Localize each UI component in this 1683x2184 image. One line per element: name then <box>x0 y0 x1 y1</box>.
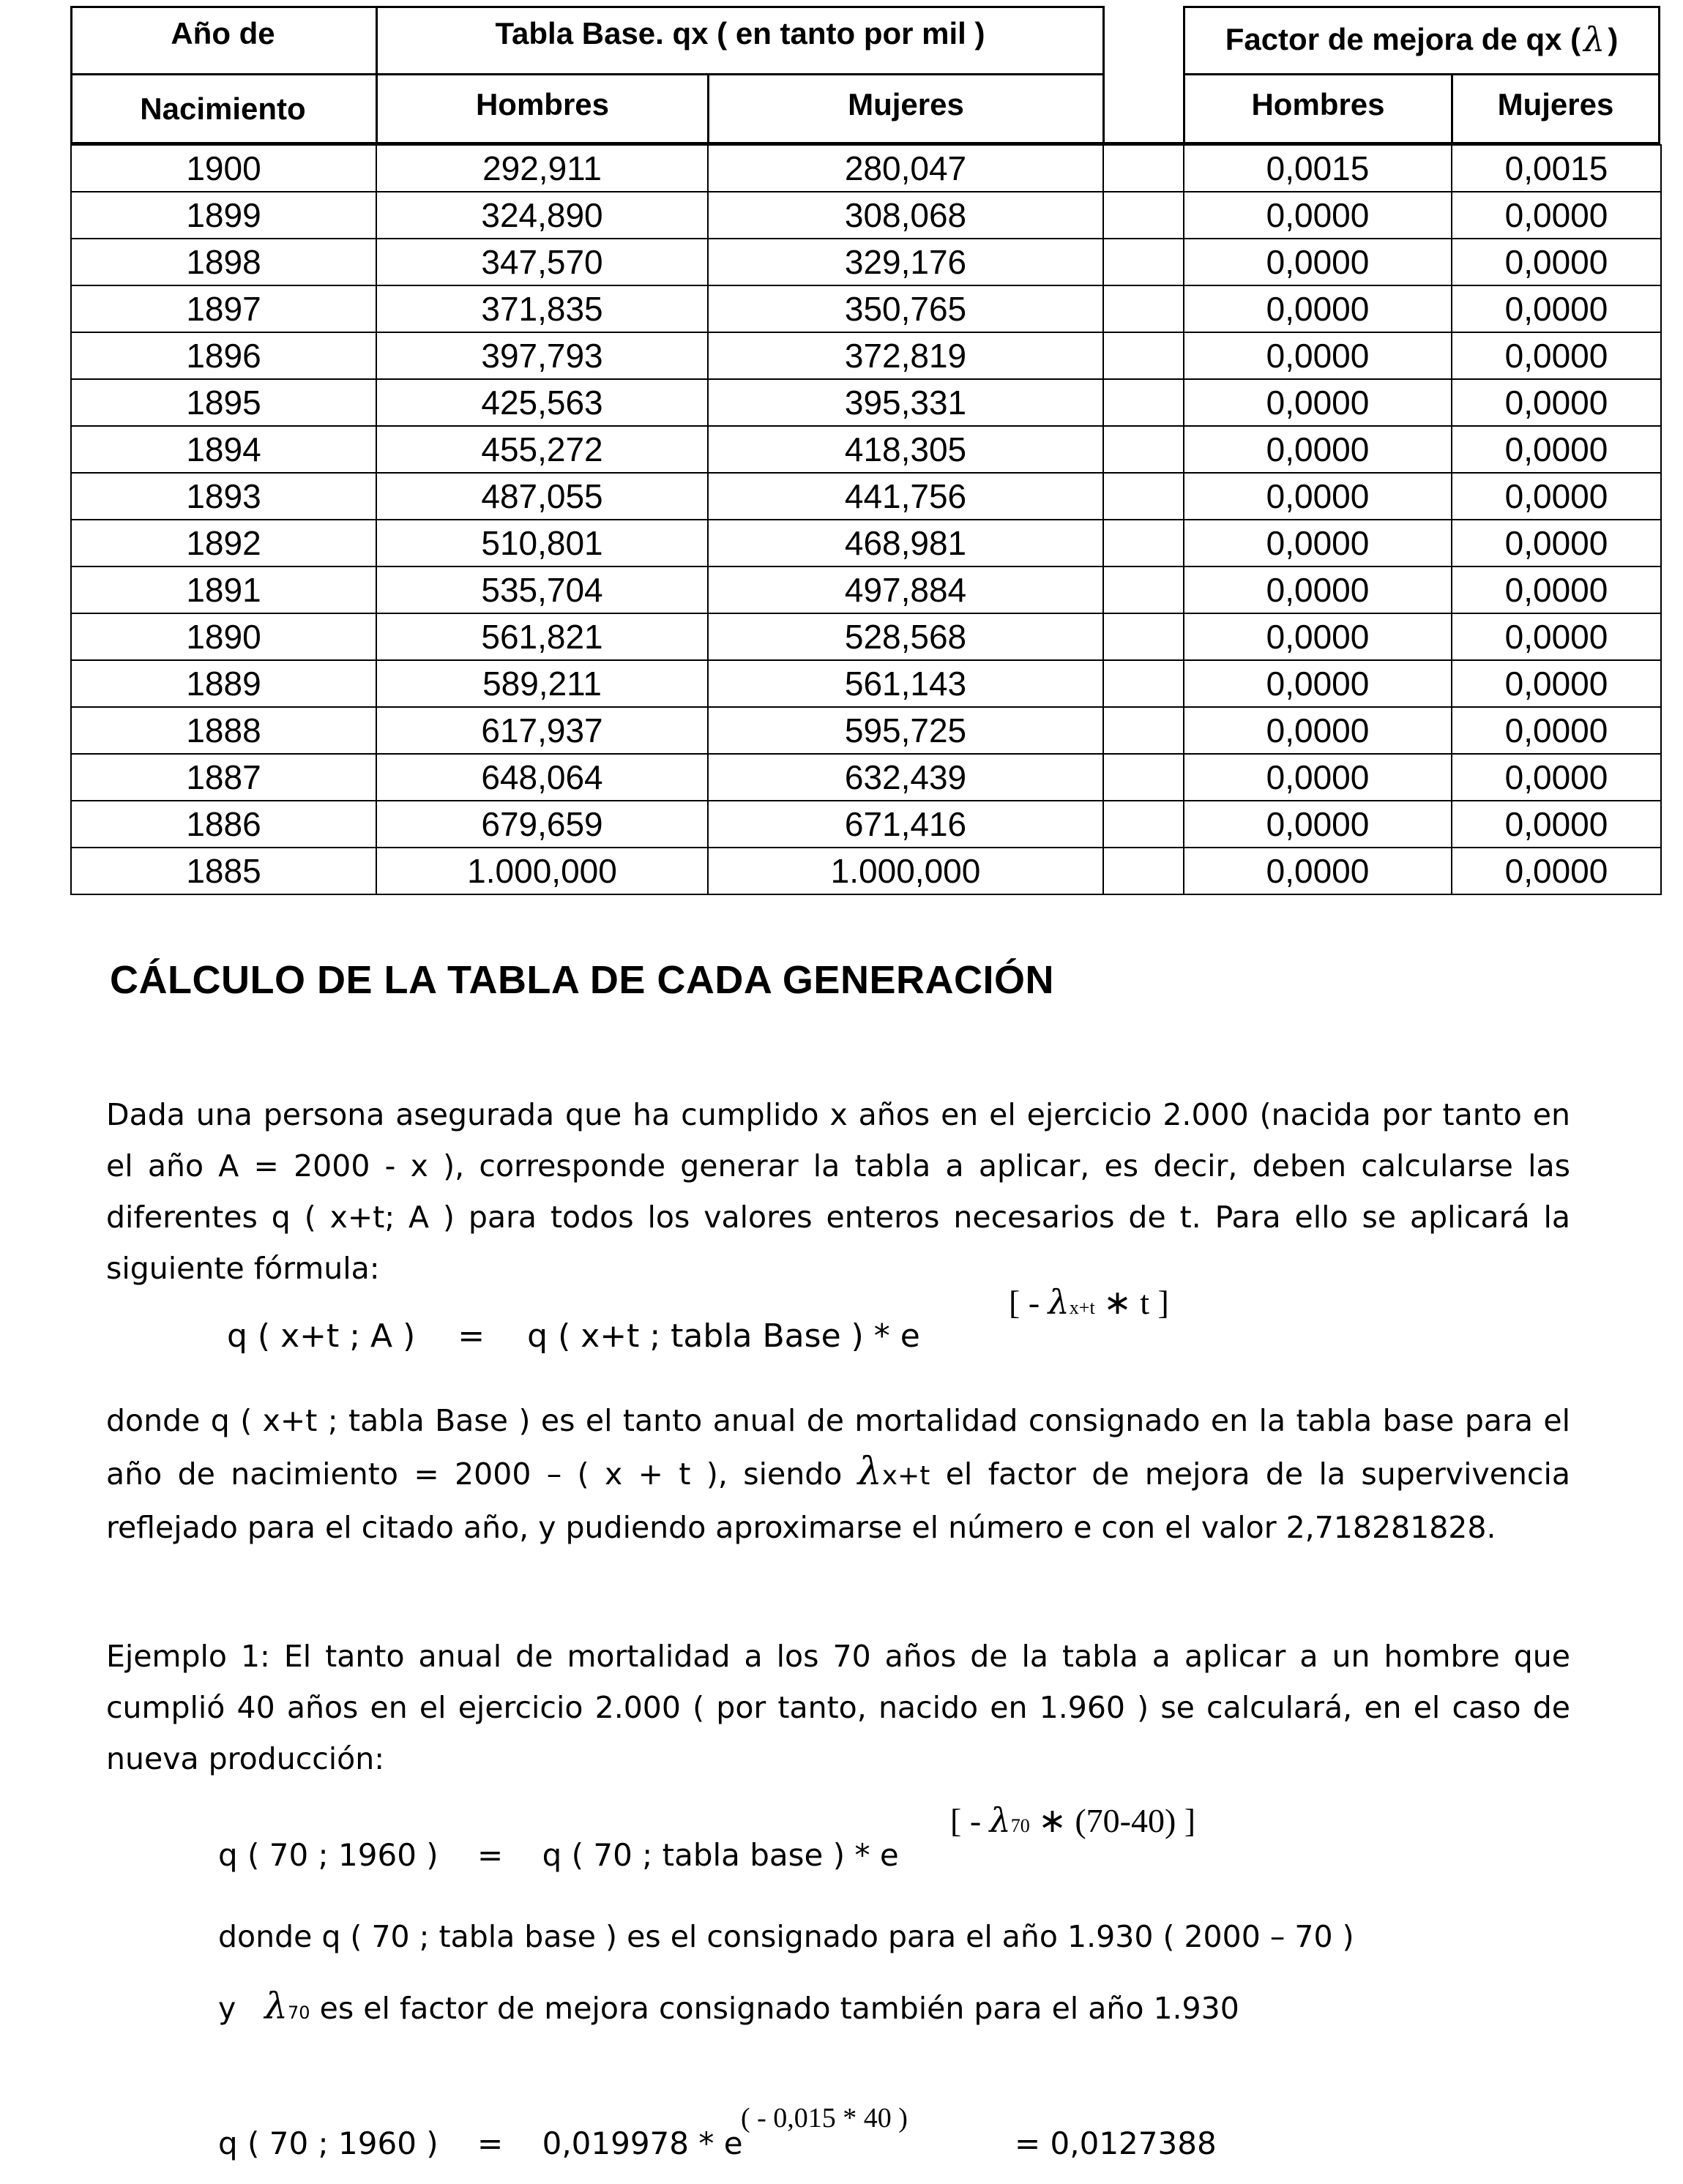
men-qx-cell: 535,704 <box>376 566 708 613</box>
men-qx-cell: 292,911 <box>376 145 708 192</box>
men-factor-cell: 0,0000 <box>1184 613 1452 660</box>
table-row <box>71 707 1661 754</box>
formula-rhs: q ( x+t ; tabla Base ) * e <box>527 1317 920 1355</box>
birth-year-cell: 1893 <box>71 473 376 520</box>
spacer-cell <box>1103 848 1184 894</box>
table-row <box>71 566 1661 613</box>
women-factor-cell: 0,0000 <box>1452 426 1661 473</box>
birth-year-cell: 1896 <box>71 332 376 379</box>
spacer-cell <box>1103 520 1184 566</box>
definition-text-a: donde q ( x+t ; tabla Base ) es el tanto anual de mortalidad consignado en la tabla base para el año de nacimiento = 2000 – ( x + t ), siendo <box>106 1403 1570 1492</box>
women-qx-cell: 671,416 <box>708 801 1103 848</box>
men-qx-cell: 347,570 <box>376 239 708 285</box>
women-qx-cell: 329,176 <box>708 239 1103 285</box>
birth-year-cell: 1892 <box>71 520 376 566</box>
men-factor-cell: 0,0000 <box>1184 379 1452 426</box>
table-row <box>71 426 1661 473</box>
spacer-cell <box>1103 332 1184 379</box>
table-row <box>71 192 1661 239</box>
table-header <box>70 6 1660 144</box>
spacer-cell <box>1103 426 1184 473</box>
table-row <box>71 520 1661 566</box>
header-border <box>1102 6 1105 144</box>
women-factor-cell: 0,0000 <box>1452 613 1661 660</box>
men-factor-cell: 0,0000 <box>1184 566 1452 613</box>
table-row <box>71 848 1661 894</box>
lambda-symbol: λ <box>857 1450 882 1494</box>
spacer-cell <box>1103 192 1184 239</box>
women-qx-cell: 372,819 <box>708 332 1103 379</box>
result-formula-exponent: ( - 0,015 * 40 ) <box>741 2103 908 2133</box>
women-qx-cell: 632,439 <box>708 754 1103 801</box>
lambda-symbol: λ <box>1048 1282 1070 1322</box>
header-factor-text: Factor de mejora de qx ( <box>1225 22 1581 56</box>
women-factor-cell: 0,0000 <box>1452 239 1661 285</box>
definition-text-b: el factor de mejora de la supervivencia reflejado para el citado año, y pudiendo aproximarse el número e con el valor 2,718281828. <box>106 1456 1570 1545</box>
women-qx-cell: 350,765 <box>708 285 1103 332</box>
birth-year-cell: 1890 <box>71 613 376 660</box>
men-qx-cell: 455,272 <box>376 426 708 473</box>
y-rest: es el factor de mejora consignado también para el año 1.930 <box>319 1991 1239 2026</box>
men-factor-cell: 0,0000 <box>1184 754 1452 801</box>
table-body <box>70 144 1662 895</box>
header-improvement-factor <box>1185 6 1658 73</box>
example-paragraph: Ejemplo 1: El tanto anual de mortalidad a los 70 años de la tabla a aplicar a un hombre que cumplió 40 años en el ejercicio 2.000 ( por tanto, nacido en 1.960 ) se calculará, en el caso de nueva producción: <box>106 1639 1570 1776</box>
exp-open: [ - <box>950 1802 982 1839</box>
header-women: Mujeres <box>848 87 964 121</box>
header-women-factor: Mujeres <box>1497 87 1614 121</box>
women-factor-cell: 0,0000 <box>1452 754 1661 801</box>
spacer-cell <box>1103 613 1184 660</box>
definition-paragraph <box>106 1395 1570 1553</box>
men-factor-cell: 0,0000 <box>1184 285 1452 332</box>
header-factor-close: ) <box>1608 22 1619 56</box>
spacer-cell <box>1103 707 1184 754</box>
birth-year-cell: 1886 <box>71 801 376 848</box>
women-factor-cell: 0,0000 <box>1452 285 1661 332</box>
header-year-line2: Nacimiento <box>140 91 306 126</box>
header-bottom <box>70 142 1660 144</box>
men-qx-cell: 589,211 <box>376 660 708 707</box>
women-qx-cell: 308,068 <box>708 192 1103 239</box>
men-qx-cell: 510,801 <box>376 520 708 566</box>
exp-open: [ - <box>1009 1284 1040 1321</box>
lambda-subscript: 70 <box>288 2002 310 2023</box>
formula-equals: = <box>458 1317 485 1355</box>
men-factor-cell: 0,0000 <box>1184 473 1452 520</box>
men-qx-cell: 487,055 <box>376 473 708 520</box>
exp-rest: ∗ t ] <box>1103 1284 1169 1321</box>
table-row <box>71 801 1661 848</box>
men-qx-cell: 425,563 <box>376 379 708 426</box>
women-factor-cell: 0,0000 <box>1452 192 1661 239</box>
women-factor-cell: 0,0000 <box>1452 379 1661 426</box>
women-qx-cell: 418,305 <box>708 426 1103 473</box>
men-factor-cell: 0,0000 <box>1184 848 1452 894</box>
formula-rhs: 0,019978 * e <box>542 2125 743 2161</box>
result-formula <box>218 2125 743 2161</box>
men-factor-cell: 0,0000 <box>1184 707 1452 754</box>
men-qx-cell: 324,890 <box>376 192 708 239</box>
header-year-line1: Año de <box>171 15 275 51</box>
men-qx-cell: 397,793 <box>376 332 708 379</box>
women-factor-cell: 0,0000 <box>1452 660 1661 707</box>
women-qx-cell: 441,756 <box>708 473 1103 520</box>
men-factor-cell: 0,0000 <box>1184 239 1452 285</box>
women-factor-cell: 0,0000 <box>1452 520 1661 566</box>
spacer-cell <box>1103 379 1184 426</box>
table-row <box>71 473 1661 520</box>
lambda-subscript: x+t <box>1069 1297 1095 1318</box>
men-factor-cell: 0,0000 <box>1184 520 1452 566</box>
birth-year-cell: 1887 <box>71 754 376 801</box>
header-men-factor: Hombres <box>1251 87 1385 121</box>
spacer-cell <box>1103 660 1184 707</box>
header-men: Hombres <box>475 87 610 121</box>
example-donde-line: donde q ( 70 ; tabla base ) es el consignado para el año 1.930 ( 2000 – 70 ) <box>218 1919 1354 1954</box>
women-qx-cell: 595,725 <box>708 707 1103 754</box>
spacer-cell <box>1103 566 1184 613</box>
formula-equals: = <box>477 1837 504 1873</box>
formula-lhs: q ( 70 ; 1960 ) <box>218 1837 439 1873</box>
men-qx-cell: 648,064 <box>376 754 708 801</box>
men-qx-cell: 679,659 <box>376 801 708 848</box>
men-factor-cell: 0,0000 <box>1184 801 1452 848</box>
women-qx-cell: 497,884 <box>708 566 1103 613</box>
women-qx-cell: 395,331 <box>708 379 1103 426</box>
table-row <box>71 332 1661 379</box>
spacer-cell <box>1103 754 1184 801</box>
men-qx-cell: 371,835 <box>376 285 708 332</box>
table-row <box>71 660 1661 707</box>
men-factor-cell: 0,0000 <box>1184 192 1452 239</box>
women-factor-cell: 0,0015 <box>1452 145 1661 192</box>
table-row <box>71 285 1661 332</box>
birth-year-cell: 1894 <box>71 426 376 473</box>
lambda-symbol: λ <box>989 1800 1011 1840</box>
birth-year-cell: 1895 <box>71 379 376 426</box>
birth-year-cell: 1898 <box>71 239 376 285</box>
birth-year-cell: 1897 <box>71 285 376 332</box>
women-qx-cell: 561,143 <box>708 660 1103 707</box>
formula-lhs: q ( x+t ; A ) <box>227 1317 416 1355</box>
men-factor-cell: 0,0000 <box>1184 426 1452 473</box>
header-base-table: Tabla Base. qx ( en tanto por mil ) <box>495 15 985 51</box>
women-factor-cell: 0,0000 <box>1452 566 1661 613</box>
formula-equals: = <box>477 2125 504 2161</box>
header-border <box>1658 6 1660 144</box>
men-factor-cell: 0,0015 <box>1184 145 1452 192</box>
lambda-symbol: λ <box>264 1985 288 2027</box>
spacer-cell <box>1103 801 1184 848</box>
birth-year-cell: 1900 <box>71 145 376 192</box>
birth-year-cell: 1899 <box>71 192 376 239</box>
general-formula-exponent <box>1009 1282 1169 1322</box>
men-qx-cell: 1.000,000 <box>376 848 708 894</box>
table-row <box>71 239 1661 285</box>
women-qx-cell: 280,047 <box>708 145 1103 192</box>
lambda-symbol: λ <box>1583 20 1605 59</box>
formula-lhs: q ( 70 ; 1960 ) <box>218 2125 439 2161</box>
women-factor-cell: 0,0000 <box>1452 801 1661 848</box>
women-factor-cell: 0,0000 <box>1452 848 1661 894</box>
women-qx-cell: 468,981 <box>708 520 1103 566</box>
lambda-subscript: 70 <box>1010 1815 1030 1836</box>
men-qx-cell: 561,821 <box>376 613 708 660</box>
table-row <box>71 379 1661 426</box>
exp-rest: ∗ (70-40) ] <box>1038 1802 1196 1839</box>
section-title: CÁLCULO DE LA TABLA DE CADA GENERACIÓN <box>110 958 1054 1002</box>
spacer-cell <box>1103 145 1184 192</box>
women-qx-cell: 528,568 <box>708 613 1103 660</box>
birth-year-cell: 1888 <box>71 707 376 754</box>
example-lambda-line <box>218 1985 1239 2027</box>
men-factor-cell: 0,0000 <box>1184 660 1452 707</box>
table-row <box>71 613 1661 660</box>
example-formula-exponent <box>950 1800 1195 1840</box>
intro-paragraph: Dada una persona asegurada que ha cumplido x años en el ejercicio 2.000 (nacida por tanto en el año A = 2000 - x ), corresponde generar la tabla a aplicar, es decir, deben calcularse las diferentes q ( x+t; A ) para todos los valores enteros necesarios de t. Para ello se aplicará la siguiente fórmula: <box>106 1097 1570 1286</box>
spacer-cell <box>1103 285 1184 332</box>
formula-rhs: q ( 70 ; tabla base ) * e <box>542 1837 899 1873</box>
women-qx-cell: 1.000,000 <box>708 848 1103 894</box>
women-factor-cell: 0,0000 <box>1452 707 1661 754</box>
men-qx-cell: 617,937 <box>376 707 708 754</box>
women-factor-cell: 0,0000 <box>1452 473 1661 520</box>
spacer-cell <box>1103 473 1184 520</box>
example-formula <box>218 1837 899 1873</box>
result-value: = 0,0127388 <box>1015 2125 1217 2161</box>
birth-year-cell: 1885 <box>71 848 376 894</box>
table-row <box>71 145 1661 192</box>
y-prefix: y <box>218 1991 236 2026</box>
birth-year-cell: 1891 <box>71 566 376 613</box>
mortality-table <box>70 6 1660 895</box>
lambda-subscript: x+t <box>881 1461 930 1491</box>
birth-year-cell: 1889 <box>71 660 376 707</box>
men-factor-cell: 0,0000 <box>1184 332 1452 379</box>
women-factor-cell: 0,0000 <box>1452 332 1661 379</box>
table-row <box>71 754 1661 801</box>
general-formula <box>227 1317 920 1355</box>
spacer-cell <box>1103 239 1184 285</box>
